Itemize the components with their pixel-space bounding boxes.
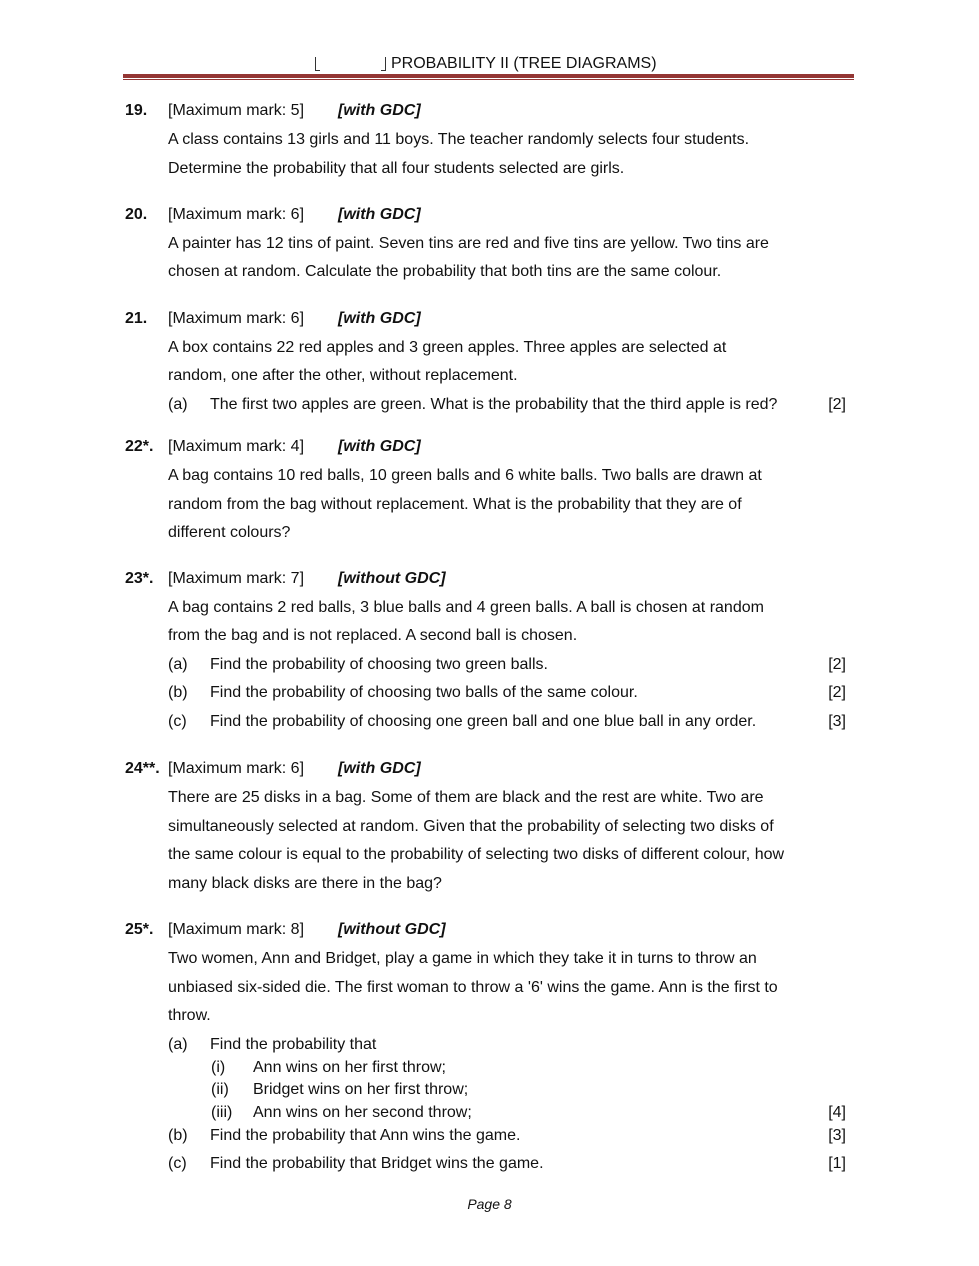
question-header [168,438,421,456]
page-number: Page 8 [467,1196,512,1212]
gdc-label: [with GDC] [338,206,421,223]
maximum-mark: [Maximum mark: 6] [168,760,305,777]
gdc-label: [with GDC] [338,760,421,777]
question-text: chosen at random. Calculate the probability that both tins are the same colour. [168,263,722,280]
part-label: (c) [168,713,187,730]
question-20 [125,206,855,286]
question-text: the same colour is equal to the probability of selecting two disks of different colour, how [168,846,785,863]
question-text: Two women, Ann and Bridget, play a game in which they take it in turns to throw an [168,950,757,967]
question-header [168,102,421,120]
header-rule [123,74,854,78]
question-text: random from the bag without replacement. What is the probability that they are of [168,496,742,513]
question-21 [125,310,855,420]
question-header [168,570,446,588]
maximum-mark: [Maximum mark: 6] [168,310,305,327]
part-text: Find the probability of choosing two balls of the same colour. [210,684,638,701]
question-text: A bag contains 2 red balls, 3 blue balls and 4 green balls. A ball is chosen at random [168,599,764,616]
maximum-mark: [Maximum mark: 7] [168,570,305,587]
part-text: The first two apples are green. What is the probability that the third apple is red? [210,396,778,413]
question-header [168,760,421,778]
question-number: 24**. [125,760,160,777]
question-25 [125,921,855,1181]
part-text: Find the probability that Ann wins the game. [210,1127,521,1144]
part-text: Find the probability that [210,1036,377,1053]
gdc-label: [without GDC] [338,570,446,587]
part-marks: [2] [828,396,846,413]
question-19 [125,102,855,182]
question-text: random, one after the other, without replacement. [168,367,518,384]
question-number: 22*. [125,438,154,455]
maximum-mark: [Maximum mark: 6] [168,206,305,223]
question-header [168,310,421,328]
part-label: (a) [168,1036,188,1053]
question-number: 21. [125,310,148,327]
maximum-mark: [Maximum mark: 5] [168,102,305,119]
gdc-label: [with GDC] [338,102,421,119]
question-22 [125,438,855,548]
part-marks: [1] [828,1155,846,1172]
part-marks: [2] [828,684,846,701]
question-text: simultaneously selected at random. Given that the probability of selecting two disks of [168,818,774,835]
part-marks: [2] [828,656,846,673]
subpart-text: Ann wins on her first throw; [253,1059,446,1076]
question-header [168,921,446,939]
part-text: Find the probability of choosing one green ball and one blue ball in any order. [210,713,757,730]
question-text: A bag contains 10 red balls, 10 green balls and 6 white balls. Two balls are drawn at [168,467,762,484]
gdc-label: [with GDC] [338,438,421,455]
part-marks: [3] [828,1127,846,1144]
gdc-label: [with GDC] [338,310,421,327]
part-text: Find the probability of choosing two green balls. [210,656,548,673]
header-bracket-right [381,57,386,71]
part-marks: [4] [828,1104,846,1121]
question-text: There are 25 disks in a bag. Some of them are black and the rest are white. Two are [168,789,764,806]
header-title: PROBABILITY II (TREE DIAGRAMS) [391,55,657,72]
part-label: (b) [168,1127,188,1144]
header-bracket-left [315,57,320,71]
question-number: 25*. [125,921,154,938]
question-text: A painter has 12 tins of paint. Seven tins are red and five tins are yellow. Two tins are [168,235,769,252]
part-text: Find the probability that Bridget wins the game. [210,1155,544,1172]
question-number: 19. [125,102,148,119]
question-number: 23*. [125,570,154,587]
question-text: throw. [168,1007,211,1024]
question-text: from the bag and is not replaced. A second ball is chosen. [168,627,578,644]
maximum-mark: [Maximum mark: 4] [168,438,305,455]
subpart-label: (ii) [211,1081,229,1098]
header-rule-thin [123,79,854,80]
subpart-text: Bridget wins on her first throw; [253,1081,469,1098]
part-marks: [3] [828,713,846,730]
question-header [168,206,421,224]
question-text: A box contains 22 red apples and 3 green apples. Three apples are selected at [168,339,727,356]
subpart-label: (iii) [211,1104,233,1121]
part-label: (a) [168,396,188,413]
question-number: 20. [125,206,148,223]
question-text: unbiased six-sided die. The first woman to throw a '6' wins the game. Ann is the first to [168,979,778,996]
question-text: A class contains 13 girls and 11 boys. The teacher randomly selects four students. [168,131,750,148]
question-text: different colours? [168,524,291,541]
part-label: (a) [168,656,188,673]
part-label: (b) [168,684,188,701]
question-text: Determine the probability that all four students selected are girls. [168,160,625,177]
maximum-mark: [Maximum mark: 8] [168,921,305,938]
question-24 [125,760,855,900]
page-header [123,54,854,82]
subpart-text: Ann wins on her second throw; [253,1104,472,1121]
subpart-label: (i) [211,1059,226,1076]
gdc-label: [without GDC] [338,921,446,938]
part-label: (c) [168,1155,187,1172]
question-text: many black disks are there in the bag? [168,875,442,892]
question-23 [125,570,855,740]
